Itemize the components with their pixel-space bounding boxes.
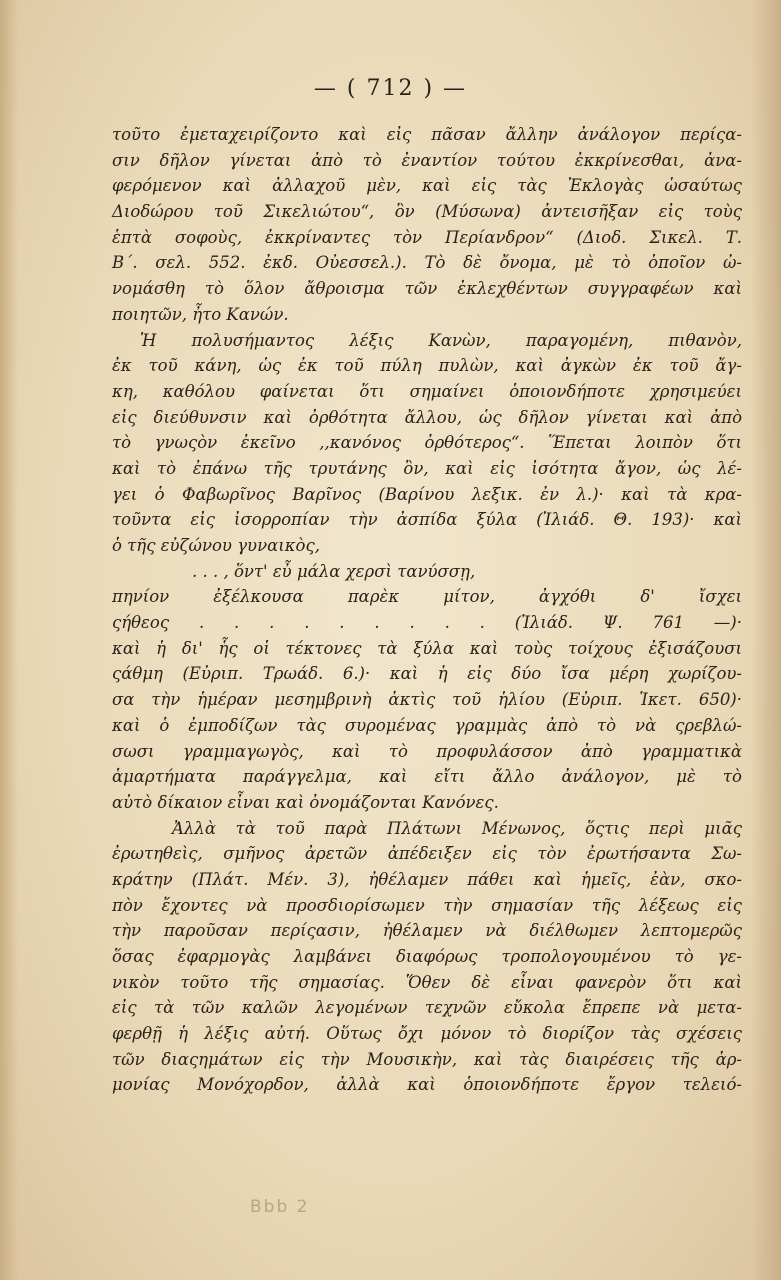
text-line: αὐτὸ δίκαιον εἶναι καὶ ὀνομάζονται Κανόνες. — [112, 792, 499, 812]
text-line: εἰς τὰ τῶν καλῶν λεγομένων τεχνῶν εὔκολα ἔπρεπε νὰ μετα- — [112, 998, 742, 1018]
text-line: τὴν παροῦσαν περίςασιν, ἠθέλαμεν νὰ διέλθωμεν λεπτομερῶς — [112, 921, 742, 941]
text-line: τῶν διαςημάτων εἰς τὴν Μουσικὴν, καὶ τὰς διαιρέσεις τῆς ἁρ- — [112, 1049, 742, 1069]
text-line: κράτην (Πλάτ. Μέν. 3), ἠθέλαμεν πάθει καὶ ἡμεῖς, ἐὰν, σκο- — [112, 869, 742, 889]
signature-mark: Bbb 2 — [250, 1197, 310, 1217]
text-line: μονίας Μονόχορδον, ἀλλὰ καὶ ὁποιονδήποτε ἔργον τελειό- — [112, 1075, 742, 1095]
text-line: Ἡ πολυσήμαντος λέξις Κανὼν, παραγομένη, πιθανὸν, — [140, 330, 742, 350]
text-line: σωσι γραμμαγωγὸς, καὶ τὸ προφυλάσσον ἀπὸ γραμματικὰ — [112, 741, 742, 761]
text-line: ἐκ τοῦ κάνη, ὡς ἐκ τοῦ πύλη πυλὼν, καὶ ἀγκὼν ἐκ τοῦ ἄγ- — [112, 356, 742, 376]
text-line: εἰς διεύθυνσιν καὶ ὀρθότητα ἄλλου, ὡς δῆλον γίνεται καὶ ἀπὸ — [112, 407, 742, 427]
text-line: πὸν ἔχοντες νὰ προσδιορίσωμεν τὴν σημασίαν τῆς λέξεως εἰς — [112, 895, 742, 915]
verse-line: ςήθεος . . . . . . . . . (Ἰλιάδ. Ψ. 761 —)· — [112, 613, 742, 633]
text-line: Β΄. σελ. 552. ἐκδ. Οὐεσσελ.). Τὸ δὲ ὄνομα, μὲ τὸ ὁποῖον ὠ- — [112, 253, 742, 273]
text-line: ἐρωτηθεὶς, σμῆνος ἀρετῶν ἀπέδειξεν εἰς τὸν ἐρωτήσαντα Σω- — [112, 844, 742, 864]
body-text — [112, 122, 742, 1098]
page-edge-right — [751, 0, 781, 1280]
text-line: καὶ τὸ ἐπάνω τῆς τρυτάνης ὂν, καὶ εἰς ἰσότητα ἄγον, ὡς λέ- — [112, 458, 742, 478]
text-line: νικὸν τοῦτο τῆς σημασίας. Ὅθεν δὲ εἶναι φανερὸν ὅτι καὶ — [112, 972, 742, 992]
text-line: ὅσας ἐφαρμογὰς λαμβάνει διαφόρως τροπολογουμένου τὸ γε- — [112, 947, 742, 966]
page-number-header: — ( 712 ) — — [313, 76, 468, 101]
text-line: Διοδώρου τοῦ Σικελιώτου“, ὃν (Μύσωνα) ἀντεισῆξαν εἰς τοὺς — [112, 202, 742, 222]
verse-line: πηνίον ἐξέλκουσα παρὲκ μίτον, ἀγχόθι δ' ἴσχει — [112, 587, 742, 607]
text-line: ςάθμη (Εὐριπ. Τρωάδ. 6.)· καὶ ἡ εἰς δύο ἴσα μέρη χωρίζου- — [112, 664, 742, 684]
text-line: Ἀλλὰ τὰ τοῦ παρὰ Πλάτωνι Μένωνος, ὅςτις περὶ μιᾶς — [172, 818, 742, 838]
verse-line: . . . , ὅντ' εὖ μάλα χερσὶ τανύσσῃ, — [192, 561, 476, 581]
text-line: σιν δῆλον γίνεται ἀπὸ τὸ ἐναντίον τούτου ἐκκρίνεσθαι, ἀνα- — [112, 150, 742, 170]
text-line: ἑπτὰ σοφοὺς, ἐκκρίναντες τὸν Περίανδρον“ (Διοδ. Σικελ. Τ. — [112, 227, 742, 247]
text-line: νομάσθη τὸ ὅλον ἄθροισμα τῶν ἐκλεχθέντων συγγραφέων καὶ — [112, 279, 742, 299]
text-line: φερόμενον καὶ ἀλλαχοῦ μὲν, καὶ εἰς τὰς Ἐκλογὰς ὡσαύτως — [112, 176, 742, 196]
text-line: ἁμαρτήματα παράγγελμα, καὶ εἴτι ἄλλο ἀνάλογον, μὲ τὸ — [112, 767, 742, 787]
text-line: τοῦντα εἰς ἰσορροπίαν τὴν ἀσπίδα ξύλα (Ἰλιάδ. Θ. 193)· καὶ — [112, 510, 742, 530]
text-line: τὸ γνωςὸν ἐκεῖνο ,,κανόνος ὀρθότερος“. Ἕπεται λοιπὸν ὅτι — [112, 433, 742, 453]
page-edge-left — [0, 0, 18, 1280]
text-line: φερθῇ ἡ λέξις αὐτή. Οὕτως ὄχι μόνον τὸ διορίζον τὰς σχέσεις — [112, 1024, 742, 1044]
text-line: καὶ ὁ ἐμποδίζων τὰς συρομένας γραμμὰς ἀπὸ τὸ νὰ ςρεβλώ- — [112, 715, 742, 735]
text-line: τοῦτο ἐμεταχειρίζοντο καὶ εἰς πᾶσαν ἄλλην ἀνάλογον περίςα- — [112, 125, 742, 144]
text-line: καὶ ἡ δι' ἧς οἱ τέκτονες τὰ ξύλα καὶ τοὺς τοίχους ἐξισάζουσι — [112, 638, 742, 658]
text-line: κη, καθόλου φαίνεται ὅτι σημαίνει ὁποιονδήποτε χρησιμεύει — [112, 381, 742, 401]
text-line: ὁ τῆς εὐζώνου γυναικὸς, — [112, 536, 320, 555]
text-line: γει ὁ Φαβωρῖνος Βαρῖνος (Βαρίνου λεξικ. ἐν λ.)· καὶ τὰ κρα- — [112, 484, 742, 504]
text-line: ποιητῶν, ἦτο Κανών. — [112, 304, 289, 324]
text-line: σα τὴν ἡμέραν μεσημβρινὴ ἀκτὶς τοῦ ἡλίου (Εὐριπ. Ἱκετ. 650)· — [112, 690, 742, 710]
